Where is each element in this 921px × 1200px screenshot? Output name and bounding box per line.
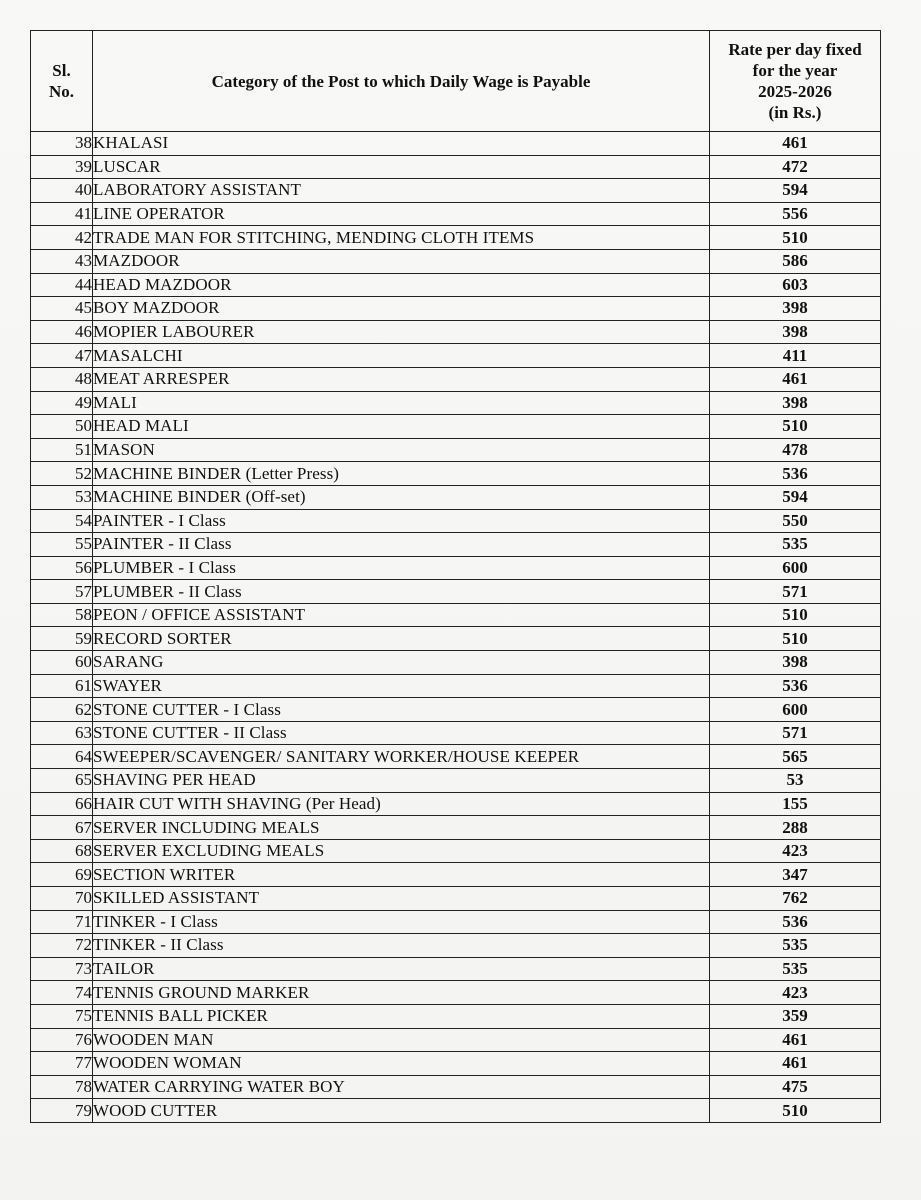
row-sl-no: 50 (31, 415, 93, 439)
table-row (31, 816, 881, 840)
row-daily-rate: 600 (710, 698, 881, 722)
table-row (31, 627, 881, 651)
table-row (31, 155, 881, 179)
table-row (31, 249, 881, 273)
table-row (31, 792, 881, 816)
table-row (31, 226, 881, 250)
row-sl-no: 43 (31, 249, 93, 273)
row-sl-no: 69 (31, 863, 93, 887)
row-sl-no: 61 (31, 674, 93, 698)
row-sl-no: 78 (31, 1075, 93, 1099)
table-row (31, 132, 881, 156)
table-header-row (31, 31, 881, 132)
table-row (31, 273, 881, 297)
row-sl-no: 54 (31, 509, 93, 533)
row-post-category: WOOD CUTTER (93, 1099, 710, 1123)
row-sl-no: 55 (31, 533, 93, 557)
table-row (31, 957, 881, 981)
row-sl-no: 71 (31, 910, 93, 934)
table-row (31, 485, 881, 509)
row-daily-rate: 556 (710, 202, 881, 226)
row-post-category: LINE OPERATOR (93, 202, 710, 226)
row-post-category: SHAVING PER HEAD (93, 769, 710, 793)
row-post-category: MACHINE BINDER (Off-set) (93, 485, 710, 509)
row-post-category: LUSCAR (93, 155, 710, 179)
row-post-category: HAIR CUT WITH SHAVING (Per Head) (93, 792, 710, 816)
row-sl-no: 76 (31, 1028, 93, 1052)
row-daily-rate: 398 (710, 320, 881, 344)
row-daily-rate: 586 (710, 249, 881, 273)
row-daily-rate: 478 (710, 438, 881, 462)
row-sl-no: 52 (31, 462, 93, 486)
row-daily-rate: 359 (710, 1004, 881, 1028)
row-post-category: LABORATORY ASSISTANT (93, 179, 710, 203)
table-row (31, 297, 881, 321)
row-daily-rate: 510 (710, 603, 881, 627)
row-post-category: STONE CUTTER - II Class (93, 721, 710, 745)
row-post-category: SARANG (93, 651, 710, 675)
row-daily-rate: 535 (710, 934, 881, 958)
row-daily-rate: 600 (710, 556, 881, 580)
row-post-category: SWAYER (93, 674, 710, 698)
row-sl-no: 60 (31, 651, 93, 675)
row-sl-no: 79 (31, 1099, 93, 1123)
row-daily-rate: 594 (710, 485, 881, 509)
row-daily-rate: 461 (710, 1052, 881, 1076)
row-daily-rate: 510 (710, 226, 881, 250)
row-post-category: TAILOR (93, 957, 710, 981)
row-post-category: TINKER - II Class (93, 934, 710, 958)
row-sl-no: 67 (31, 816, 93, 840)
row-daily-rate: 423 (710, 839, 881, 863)
row-post-category: TENNIS BALL PICKER (93, 1004, 710, 1028)
row-post-category: WOODEN MAN (93, 1028, 710, 1052)
table-row (31, 674, 881, 698)
row-post-category: PAINTER - I Class (93, 509, 710, 533)
table-row (31, 556, 881, 580)
table-row (31, 603, 881, 627)
row-sl-no: 44 (31, 273, 93, 297)
row-post-category: TENNIS GROUND MARKER (93, 981, 710, 1005)
table-row (31, 745, 881, 769)
table-row (31, 839, 881, 863)
row-sl-no: 59 (31, 627, 93, 651)
table-row (31, 533, 881, 557)
table-body (31, 132, 881, 1123)
row-daily-rate: 594 (710, 179, 881, 203)
table-row (31, 769, 881, 793)
row-sl-no: 42 (31, 226, 93, 250)
row-daily-rate: 536 (710, 910, 881, 934)
row-post-category: TRADE MAN FOR STITCHING, MENDING CLOTH ITEMS (93, 226, 710, 250)
header-category: Category of the Post to which Daily Wage is Payable (93, 31, 710, 132)
row-daily-rate: 603 (710, 273, 881, 297)
row-daily-rate: 398 (710, 391, 881, 415)
row-sl-no: 46 (31, 320, 93, 344)
row-daily-rate: 550 (710, 509, 881, 533)
row-sl-no: 39 (31, 155, 93, 179)
row-daily-rate: 411 (710, 344, 881, 368)
row-daily-rate: 398 (710, 297, 881, 321)
table-row (31, 344, 881, 368)
row-post-category: PEON / OFFICE ASSISTANT (93, 603, 710, 627)
row-sl-no: 74 (31, 981, 93, 1005)
row-post-category: PAINTER - II Class (93, 533, 710, 557)
table-row (31, 721, 881, 745)
table-row (31, 179, 881, 203)
row-post-category: SECTION WRITER (93, 863, 710, 887)
row-daily-rate: 53 (710, 769, 881, 793)
table-row (31, 698, 881, 722)
row-post-category: BOY MAZDOOR (93, 297, 710, 321)
table-row (31, 462, 881, 486)
row-daily-rate: 155 (710, 792, 881, 816)
header-sl-no: Sl. No. (31, 31, 93, 132)
row-post-category: WATER CARRYING WATER BOY (93, 1075, 710, 1099)
row-sl-no: 70 (31, 887, 93, 911)
row-daily-rate: 510 (710, 1099, 881, 1123)
table-row (31, 438, 881, 462)
table-row (31, 415, 881, 439)
row-sl-no: 48 (31, 367, 93, 391)
table-row (31, 863, 881, 887)
row-sl-no: 68 (31, 839, 93, 863)
row-post-category: RECORD SORTER (93, 627, 710, 651)
row-daily-rate: 461 (710, 1028, 881, 1052)
row-sl-no: 47 (31, 344, 93, 368)
row-daily-rate: 536 (710, 674, 881, 698)
row-sl-no: 49 (31, 391, 93, 415)
row-post-category: HEAD MAZDOOR (93, 273, 710, 297)
row-post-category: HEAD MALI (93, 415, 710, 439)
row-sl-no: 45 (31, 297, 93, 321)
row-daily-rate: 472 (710, 155, 881, 179)
row-daily-rate: 565 (710, 745, 881, 769)
table-row (31, 202, 881, 226)
row-post-category: SWEEPER/SCAVENGER/ SANITARY WORKER/HOUSE KEEPER (93, 745, 710, 769)
row-post-category: MACHINE BINDER (Letter Press) (93, 462, 710, 486)
row-daily-rate: 510 (710, 627, 881, 651)
row-daily-rate: 347 (710, 863, 881, 887)
row-sl-no: 72 (31, 934, 93, 958)
row-sl-no: 53 (31, 485, 93, 509)
row-post-category: STONE CUTTER - I Class (93, 698, 710, 722)
row-post-category: PLUMBER - II Class (93, 580, 710, 604)
table-row (31, 509, 881, 533)
row-post-category: SERVER INCLUDING MEALS (93, 816, 710, 840)
table-row (31, 651, 881, 675)
row-daily-rate: 475 (710, 1075, 881, 1099)
table-row (31, 580, 881, 604)
row-daily-rate: 288 (710, 816, 881, 840)
table-row (31, 934, 881, 958)
row-daily-rate: 535 (710, 957, 881, 981)
row-daily-rate: 571 (710, 580, 881, 604)
table-row (31, 1052, 881, 1076)
row-post-category: MALI (93, 391, 710, 415)
row-daily-rate: 571 (710, 721, 881, 745)
row-sl-no: 57 (31, 580, 93, 604)
row-daily-rate: 461 (710, 367, 881, 391)
row-sl-no: 77 (31, 1052, 93, 1076)
row-post-category: TINKER - I Class (93, 910, 710, 934)
row-sl-no: 75 (31, 1004, 93, 1028)
row-sl-no: 41 (31, 202, 93, 226)
row-daily-rate: 536 (710, 462, 881, 486)
table-row (31, 320, 881, 344)
table-row (31, 887, 881, 911)
row-sl-no: 66 (31, 792, 93, 816)
row-post-category: PLUMBER - I Class (93, 556, 710, 580)
row-sl-no: 64 (31, 745, 93, 769)
row-post-category: SKILLED ASSISTANT (93, 887, 710, 911)
row-sl-no: 56 (31, 556, 93, 580)
row-daily-rate: 398 (710, 651, 881, 675)
row-sl-no: 38 (31, 132, 93, 156)
table-row (31, 910, 881, 934)
row-post-category: KHALASI (93, 132, 710, 156)
row-sl-no: 65 (31, 769, 93, 793)
table-row (31, 367, 881, 391)
row-sl-no: 40 (31, 179, 93, 203)
table-row (31, 1004, 881, 1028)
row-post-category: MOPIER LABOURER (93, 320, 710, 344)
row-daily-rate: 535 (710, 533, 881, 557)
row-sl-no: 58 (31, 603, 93, 627)
row-sl-no: 73 (31, 957, 93, 981)
row-sl-no: 51 (31, 438, 93, 462)
row-sl-no: 62 (31, 698, 93, 722)
table-row (31, 1075, 881, 1099)
daily-wage-table (30, 30, 881, 1123)
row-daily-rate: 423 (710, 981, 881, 1005)
row-daily-rate: 461 (710, 132, 881, 156)
row-sl-no: 63 (31, 721, 93, 745)
row-post-category: MASALCHI (93, 344, 710, 368)
table-row (31, 981, 881, 1005)
row-post-category: SERVER EXCLUDING MEALS (93, 839, 710, 863)
table-row (31, 1099, 881, 1123)
row-post-category: MEAT ARRESPER (93, 367, 710, 391)
row-post-category: WOODEN WOMAN (93, 1052, 710, 1076)
table-row (31, 1028, 881, 1052)
header-rate: Rate per day fixed for the year 2025-2026 (in Rs.) (710, 31, 881, 132)
row-daily-rate: 510 (710, 415, 881, 439)
row-post-category: MASON (93, 438, 710, 462)
table-row (31, 391, 881, 415)
row-post-category: MAZDOOR (93, 249, 710, 273)
row-daily-rate: 762 (710, 887, 881, 911)
